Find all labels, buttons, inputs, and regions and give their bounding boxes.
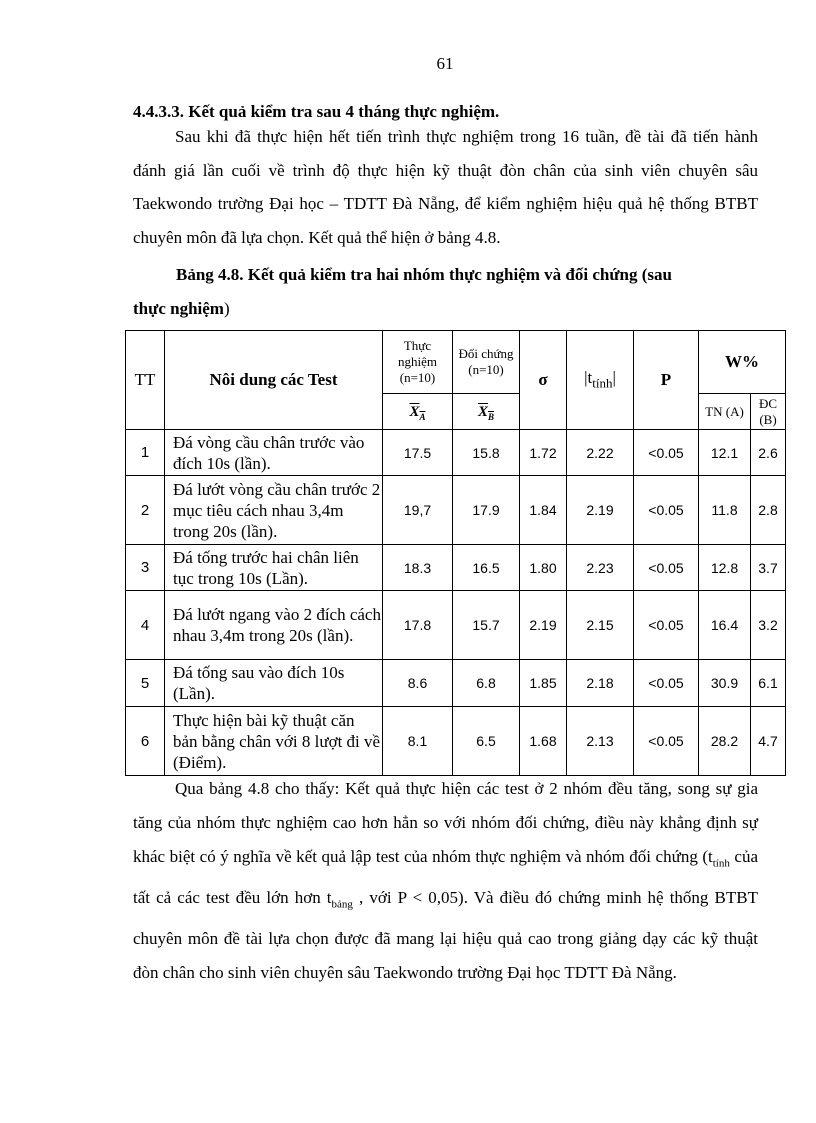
row-tt: 3	[126, 545, 165, 591]
row-tn: 12.8	[699, 545, 751, 591]
xbar-a-symbol: X	[409, 404, 420, 420]
row-p: <0.05	[634, 545, 699, 591]
row-tt: 6	[126, 707, 165, 776]
row-tn: 28.2	[699, 707, 751, 776]
row-p: <0.05	[634, 707, 699, 776]
conclusion-sub-bang: bảng	[331, 898, 353, 911]
row-tt: 1	[126, 430, 165, 476]
row-sigma: 2.19	[520, 591, 567, 660]
row-t: 2.23	[567, 545, 634, 591]
row-t: 2.15	[567, 591, 634, 660]
row-xa: 17.8	[383, 591, 453, 660]
header-xbar-b	[453, 394, 520, 430]
table-row	[126, 591, 786, 660]
row-dc: 3.7	[751, 545, 786, 591]
row-xb: 17.9	[453, 476, 520, 545]
row-content: Đá tống trước hai chân liên tục trong 10s (Lần).	[165, 545, 383, 591]
conclusion-sub-tinh: tính	[712, 857, 730, 870]
row-p: <0.05	[634, 660, 699, 707]
row-xa: 19,7	[383, 476, 453, 545]
section-heading: 4.4.3.3. Kết quả kiểm tra sau 4 tháng thực nghiệm.	[133, 102, 500, 121]
table-caption-close: )	[223, 299, 230, 318]
row-xb: 6.5	[453, 707, 520, 776]
row-t: 2.19	[567, 476, 634, 545]
row-tn: 12.1	[699, 430, 751, 476]
row-xb: 6.8	[453, 660, 520, 707]
row-t: 2.13	[567, 707, 634, 776]
row-tn: 16.4	[699, 591, 751, 660]
row-p: <0.05	[634, 476, 699, 545]
intro-paragraph-text: Sau khi đã thực hiện hết tiến trình thực nghiệm trong 16 tuần, đề tài đã tiến hành đánh giá lần cuối về trình độ thực hiện kỹ thuật đòn chân của sinh viên chuyên sâu Taekwondo trường Đại học – TDTT Đà Nẵng, để kiểm nghiệm hiệu quả hệ thống BTBT chuyên môn đã lựa chọn. Kết quả thể hiện ở bảng 4.8.	[133, 127, 758, 247]
row-tn: 30.9	[699, 660, 751, 707]
header-t-sub: tính	[592, 375, 613, 391]
row-sigma: 1.84	[520, 476, 567, 545]
row-xa: 8.6	[383, 660, 453, 707]
header-experimental: Thực nghiệm (n=10)	[383, 331, 453, 394]
row-xb: 15.7	[453, 591, 520, 660]
row-dc: 3.2	[751, 591, 786, 660]
row-content: Đá lướt vòng cầu chân trước 2 mục tiêu cách nhau 3,4m trong 20s (lần).	[165, 476, 383, 545]
xbar-b-sub: B	[488, 412, 495, 422]
header-content: Nôi dung các Test	[165, 331, 383, 430]
row-dc: 6.1	[751, 660, 786, 707]
xbar-a-sub: A	[419, 412, 426, 422]
row-content: Thực hiện bài kỹ thuật căn bản bằng chân với 8 lượt đi về (Điểm).	[165, 707, 383, 776]
intro-paragraph	[133, 120, 758, 254]
table-caption-main: Bảng 4.8. Kết quả kiểm tra hai nhóm thực nghiệm và đối chứng (sau	[176, 265, 672, 284]
conclusion-paragraph	[133, 772, 758, 990]
row-content: Đá lướt ngang vào 2 đích cách nhau 3,4m trong 20s (lần).	[165, 591, 383, 660]
header-sigma: σ	[520, 331, 567, 430]
page-number: 61	[436, 54, 454, 73]
header-xbar-a	[383, 394, 453, 430]
header-t-main: t	[587, 368, 593, 388]
row-p: <0.05	[634, 430, 699, 476]
row-tt: 4	[126, 591, 165, 660]
row-content: Đá tống sau vào đích 10s (Lần).	[165, 660, 383, 707]
table-row	[126, 660, 786, 707]
row-tn: 11.8	[699, 476, 751, 545]
row-xa: 17.5	[383, 430, 453, 476]
row-tt: 2	[126, 476, 165, 545]
header-t: $|t_{tính}|$	[567, 331, 634, 430]
row-dc: 2.6	[751, 430, 786, 476]
row-p: <0.05	[634, 591, 699, 660]
header-p: P	[634, 331, 699, 430]
row-sigma: 1.85	[520, 660, 567, 707]
table-caption	[133, 258, 758, 326]
row-xb: 16.5	[453, 545, 520, 591]
table-caption-line2: thực nghiệm	[133, 299, 224, 318]
row-sigma: 1.68	[520, 707, 567, 776]
row-dc: 4.7	[751, 707, 786, 776]
conclusion-part1: Qua bảng 4.8 cho thấy: Kết quả thực hiện các test ở 2 nhóm đều tăng, song sự gia tăng của nhóm thực nghiệm cao hơn hẳn so với nhóm đối chứng, điều này khẳng định sự khác biệt có ý nghĩa về kết quả lập test của nhóm thực nghiệm và nhóm đối chứng (t	[133, 779, 758, 867]
xbar-b-symbol: X	[477, 404, 488, 420]
conclusion-part2: của tất cả các test đều lớn hơn t	[133, 847, 759, 907]
table-row	[126, 545, 786, 591]
row-content: Đá vòng cầu chân trước vào đích 10s (lần).	[165, 430, 383, 476]
table-row	[126, 430, 786, 476]
header-w-dc: ĐC (B)	[751, 394, 786, 430]
header-w-tn: TN (A)	[699, 394, 751, 430]
row-t: 2.22	[567, 430, 634, 476]
results-table	[125, 330, 786, 776]
row-xa: 18.3	[383, 545, 453, 591]
conclusion-part3: , với P < 0,05). Và điều đó chứng minh hệ thống BTBT chuyên môn đề tài lựa chọn được đã mang lại hiệu quả cao trong giảng dạy các kỹ thuật đòn chân cho sinh viên chuyên sâu Taekwondo trường Đại học TDTT Đà Nẵng.	[133, 888, 758, 982]
header-w: W%	[699, 331, 786, 394]
header-control: Đối chứng (n=10)	[453, 331, 520, 394]
row-dc: 2.8	[751, 476, 786, 545]
table-row	[126, 707, 786, 776]
row-xb: 15.8	[453, 430, 520, 476]
table-row	[126, 476, 786, 545]
row-tt: 5	[126, 660, 165, 707]
row-t: 2.18	[567, 660, 634, 707]
row-sigma: 1.72	[520, 430, 567, 476]
header-tt: TT	[126, 331, 165, 430]
row-xa: 8.1	[383, 707, 453, 776]
row-sigma: 1.80	[520, 545, 567, 591]
